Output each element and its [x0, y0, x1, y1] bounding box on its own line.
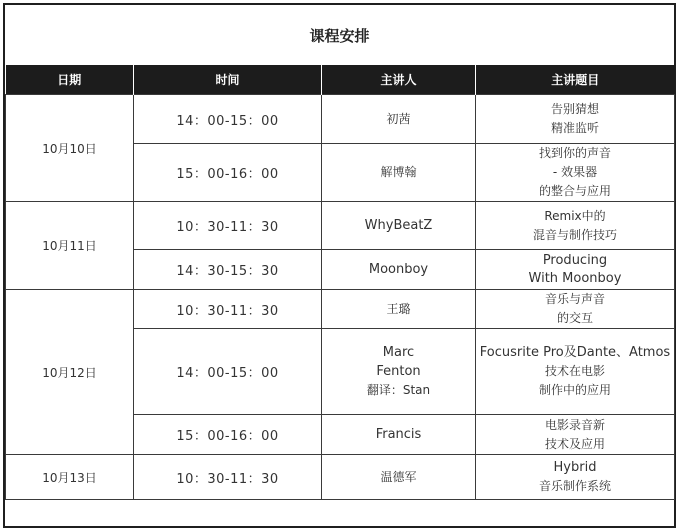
table-row: [6, 290, 675, 329]
schedule-table: [5, 65, 675, 500]
speaker-cell: [322, 144, 476, 202]
table-row: [6, 455, 675, 500]
speaker-name: Moonboy: [368, 262, 429, 277]
topic-line: 音乐与声音: [544, 292, 605, 306]
topic-line: Remix中的: [544, 208, 606, 223]
topic-line: 电影录音新: [544, 417, 605, 432]
time-cell: 14：00-15：00: [134, 329, 322, 415]
date-cell: 10月13日: [6, 455, 134, 500]
speaker-cell: [322, 329, 476, 415]
topic-line: 找到你的声音: [538, 146, 611, 160]
topic-cell: [476, 250, 675, 290]
speaker-name: 温德军: [380, 469, 417, 484]
speaker-name: Marc: [382, 345, 415, 360]
topic-line: 技术在电影: [544, 364, 605, 378]
speaker-name: 解博翰: [380, 165, 417, 179]
header-row: [6, 65, 675, 95]
topic-cell: [476, 415, 675, 455]
page-title: 课程安排: [309, 26, 370, 45]
topic-line: 制作中的应用: [538, 383, 611, 397]
time-cell: 14：30-15：30: [134, 250, 322, 290]
time-cell: 10：30-11：30: [134, 455, 322, 500]
header-time: 时间: [134, 65, 322, 95]
speaker-cell: [322, 95, 476, 144]
speaker-translator: 翻译：Stan: [366, 383, 431, 397]
speaker-name: 王璐: [386, 301, 411, 316]
speaker-name: 初茜: [386, 111, 411, 126]
speaker-cell: [322, 290, 476, 329]
topic-line: 的整合与应用: [538, 184, 611, 198]
topic-line: 告别猜想: [550, 102, 599, 116]
topic-line: 的交互: [556, 311, 593, 325]
speaker-cell: [322, 455, 476, 500]
speaker-cell: [322, 250, 476, 290]
header-speaker: 主讲人: [322, 65, 476, 95]
time-cell: 10：30-11：30: [134, 202, 322, 250]
time-cell: 14：00-15：00: [134, 95, 322, 144]
topic-line: - 效果器: [552, 165, 598, 179]
date-cell: 10月12日: [6, 290, 134, 455]
table-row: [6, 202, 675, 250]
topic-line: 音乐制作系统: [538, 479, 611, 493]
topic-line: 混音与制作技巧: [532, 227, 617, 242]
header-topic: 主讲题目: [476, 65, 675, 95]
topic-cell: [476, 455, 675, 500]
topic-cell: [476, 329, 675, 415]
time-cell: 15：00-16：00: [134, 415, 322, 455]
topic-line: Focusrite Pro及Dante、Atmos: [479, 345, 671, 360]
speaker-cell: [322, 202, 476, 250]
topic-line: 技术及应用: [544, 436, 605, 451]
time-cell: 10：30-11：30: [134, 290, 322, 329]
speaker-name: WhyBeatZ: [364, 218, 433, 233]
topic-cell: [476, 290, 675, 329]
speaker-cell: [322, 415, 476, 455]
time-cell: 15：00-16：00: [134, 144, 322, 202]
topic-cell: [476, 144, 675, 202]
date-cell: 10月11日: [6, 202, 134, 290]
speaker-name: Fenton: [376, 364, 421, 379]
topic-cell: [476, 95, 675, 144]
date-cell: 10月10日: [6, 95, 134, 202]
topic-cell: [476, 202, 675, 250]
topic-line: 精准监听: [550, 121, 599, 135]
topic-line: Producing: [542, 252, 608, 268]
topic-line: With Moonboy: [528, 270, 622, 286]
speaker-name: Francis: [375, 427, 422, 442]
topic-line: Hybrid: [553, 460, 597, 475]
table-row: [6, 95, 675, 144]
header-date: 日期: [6, 65, 134, 95]
